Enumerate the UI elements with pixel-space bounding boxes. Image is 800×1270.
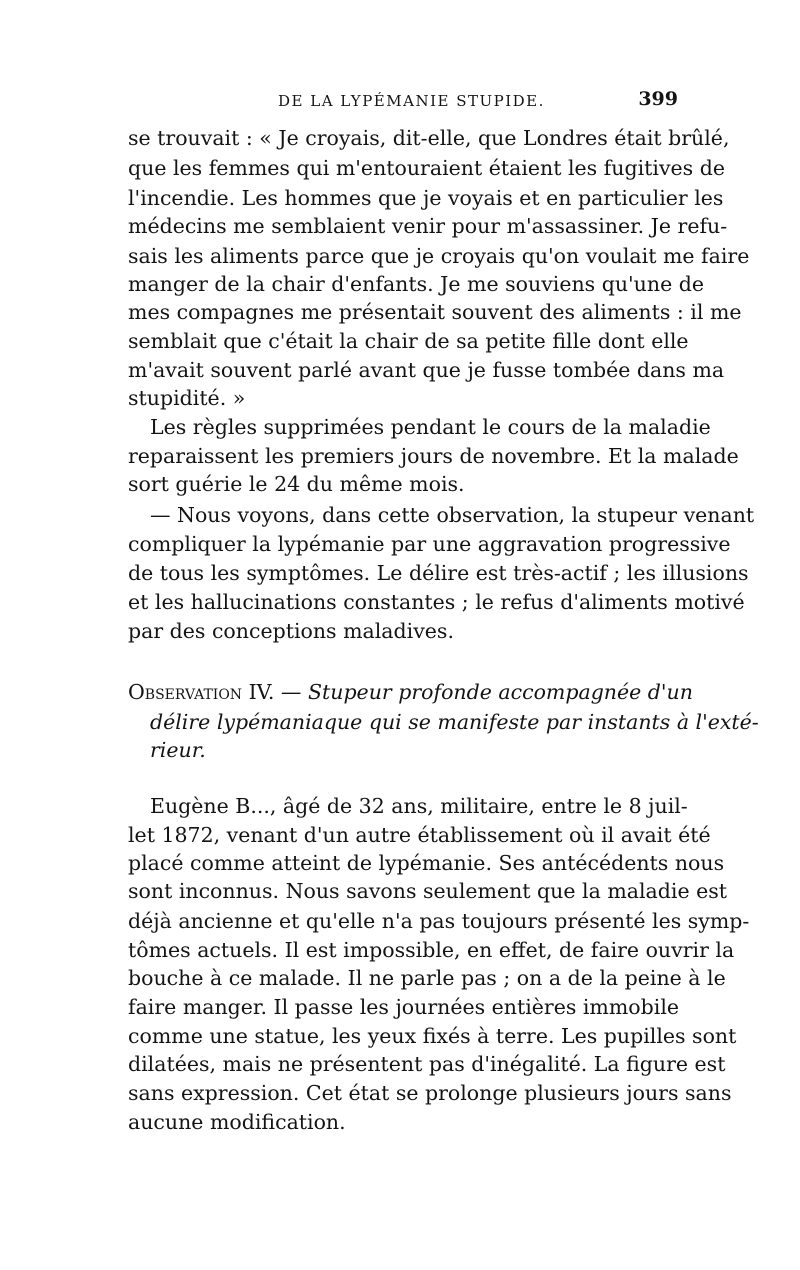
text-line: m'avait souvent parlé avant que je fusse tombée dans ma — [128, 358, 725, 382]
text-line: sans expression. Cet état se prolonge plusieurs jours sans — [128, 1081, 732, 1105]
text-line: Les règles supprimées pendant le cours de la maladie — [150, 415, 711, 439]
text-line: stupidité. » — [128, 386, 246, 410]
text-line: sais les aliments parce que je croyais qu'on voulait me faire — [128, 244, 750, 268]
observation-label: Observation IV. — [128, 680, 275, 704]
text-line: sont inconnus. Nous savons seulement que la maladie est — [128, 879, 727, 903]
text-line: bouche à ce malade. Il ne parle pas ; on a de la peine à le — [128, 966, 726, 990]
text-line: et les hallucinations constantes ; le refus d'aliments motivé — [128, 590, 745, 614]
text-line: tômes actuels. Il est impossible, en effet, de faire ouvrir la — [128, 938, 735, 962]
text-line: dilatées, mais ne présentent pas d'inégalité. La figure est — [128, 1052, 726, 1076]
text-line: mes compagnes me présentait souvent des aliments : il me — [128, 300, 742, 324]
text-line: Eugène B..., âgé de 32 ans, militaire, entre le 8 juil- — [150, 794, 688, 818]
observation-title: Stupeur profonde accompagnée d'un — [307, 680, 693, 704]
text-line: déjà ancienne et qu'elle n'a pas toujours présenté les symp- — [128, 909, 750, 933]
text-line: comme une statue, les yeux fixés à terre. Les pupilles sont — [128, 1024, 737, 1048]
text-line: let 1872, venant d'un autre établissement où il avait été — [128, 823, 711, 847]
text-line: aucune modification. — [128, 1110, 346, 1134]
text-line: de tous les symptômes. Le délire est très-actif ; les illusions — [128, 561, 749, 585]
page-header — [128, 90, 678, 120]
text-line: par des conceptions maladives. — [128, 619, 454, 643]
page-number: 399 — [638, 88, 678, 110]
text-line: placé comme atteint de lypémanie. Ses antécédents nous — [128, 851, 725, 875]
text-line: reparaissent les premiers jours de novembre. Et la malade — [128, 444, 739, 468]
observation-title-line: rieur. — [150, 738, 206, 762]
text-line: médecins me semblaient venir pour m'assassiner. Je refu- — [128, 214, 728, 238]
text-line: faire manger. Il passe les journées entières immobile — [128, 995, 680, 1019]
observation-heading-line — [128, 678, 693, 706]
text-line: manger de la chair d'enfants. Je me souviens qu'une de — [128, 272, 704, 296]
text-line: que les femmes qui m'entouraient étaient les fugitives de — [128, 156, 725, 180]
running-title: DE LA LYPÉMANIE STUPIDE. — [278, 92, 545, 110]
text-line: — Nous voyons, dans cette observation, la stupeur venant — [150, 503, 755, 527]
text-line: se trouvait : « Je croyais, dit-elle, que Londres était brûlé, — [128, 126, 730, 150]
text-line: semblait que c'était la chair de sa petite fille dont elle — [128, 329, 689, 353]
observation-title-line: délire lypémaniaque qui se manifeste par instants à l'exté- — [150, 710, 759, 734]
observation-dash: — — [274, 680, 308, 704]
text-line: l'incendie. Les hommes que je voyais et en particulier les — [128, 186, 724, 210]
text-line: compliquer la lypémanie par une aggravation progressive — [128, 532, 731, 556]
text-line: sort guérie le 24 du même mois. — [128, 472, 465, 496]
